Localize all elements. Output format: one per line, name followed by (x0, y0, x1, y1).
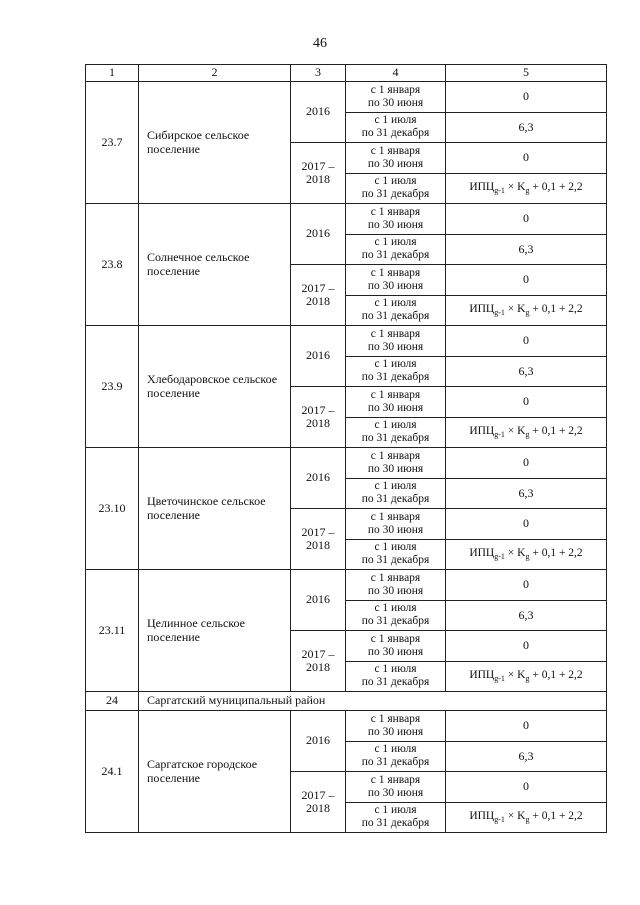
district-name: Саргатский муниципальный район (139, 692, 607, 711)
period-cell: с 1 июля по 31 декабря (346, 539, 446, 570)
period-cell: с 1 июля по 31 декабря (346, 173, 446, 204)
year-cell: 2016 (291, 326, 346, 387)
value-cell (446, 173, 607, 204)
period-cell: с 1 января по 30 июня (346, 711, 446, 742)
value-cell: 6,3 (446, 478, 607, 509)
column-header: 3 (291, 65, 346, 82)
table-row (86, 570, 607, 601)
period-cell: с 1 января по 30 июня (346, 143, 446, 174)
page-number: 46 (313, 36, 327, 51)
value-cell: 0 (446, 570, 607, 601)
period-cell: с 1 января по 30 июня (346, 448, 446, 479)
period-cell: с 1 июля по 31 декабря (346, 661, 446, 692)
table-row (86, 204, 607, 235)
tariff-formula: $ИПЦ_{g-1} \times K_g + 0,1 + 2,2$ (469, 424, 583, 439)
value-cell (446, 661, 607, 692)
table-row (86, 82, 607, 113)
value-cell: 0 (446, 509, 607, 540)
tariff-formula: $ИПЦ_{g-1} \times K_g + 0,1 + 2,2$ (469, 546, 583, 561)
period-cell: с 1 января по 30 июня (346, 204, 446, 235)
value-cell (446, 417, 607, 448)
column-header: 4 (346, 65, 446, 82)
period-cell: с 1 января по 30 июня (346, 570, 446, 601)
year-cell: 2017 – 2018 (291, 143, 346, 204)
settlement-number: 23.11 (86, 570, 139, 692)
column-header: 1 (86, 65, 139, 82)
period-cell: с 1 июля по 31 декабря (346, 356, 446, 387)
column-header: 2 (139, 65, 291, 82)
value-cell: 6,3 (446, 356, 607, 387)
value-cell: 0 (446, 772, 607, 803)
tariff-formula: $ИПЦ_{g-1} \times K_g + 0,1 + 2,2$ (469, 302, 583, 317)
tariff-table (85, 64, 607, 833)
period-cell: с 1 июля по 31 декабря (346, 295, 446, 326)
period-cell: с 1 июля по 31 декабря (346, 234, 446, 265)
value-cell: 0 (446, 204, 607, 235)
period-cell: с 1 июля по 31 декабря (346, 802, 446, 833)
period-cell: с 1 июля по 31 декабря (346, 741, 446, 772)
settlement-name: Целинное сельское поселение (139, 570, 291, 692)
value-cell: 0 (446, 326, 607, 357)
district-number: 24 (86, 692, 139, 711)
year-cell: 2016 (291, 82, 346, 143)
header-row (86, 65, 607, 82)
column-header: 5 (446, 65, 607, 82)
period-cell: с 1 июля по 31 декабря (346, 417, 446, 448)
year-cell: 2016 (291, 448, 346, 509)
year-cell: 2017 – 2018 (291, 509, 346, 570)
period-cell: с 1 января по 30 июня (346, 326, 446, 357)
value-cell (446, 539, 607, 570)
table-row (86, 711, 607, 742)
tariff-formula: $ИПЦ_{g-1} \times K_g + 0,1 + 2,2$ (469, 668, 583, 683)
year-cell: 2017 – 2018 (291, 772, 346, 833)
settlement-name: Солнечное сельское поселение (139, 204, 291, 326)
period-cell: с 1 января по 30 июня (346, 509, 446, 540)
period-cell: с 1 января по 30 июня (346, 387, 446, 418)
period-cell: с 1 января по 30 июня (346, 265, 446, 296)
tariff-formula: $ИПЦ_{g-1} \times K_g + 0,1 + 2,2$ (469, 180, 583, 195)
period-cell: с 1 января по 30 июня (346, 772, 446, 803)
value-cell: 0 (446, 711, 607, 742)
settlement-name: Сибирское сельское поселение (139, 82, 291, 204)
value-cell (446, 802, 607, 833)
settlement-name: Хлебодаровское сельское поселение (139, 326, 291, 448)
table-row (86, 448, 607, 479)
value-cell: 0 (446, 265, 607, 296)
year-cell: 2016 (291, 570, 346, 631)
period-cell: с 1 июля по 31 декабря (346, 478, 446, 509)
value-cell: 0 (446, 82, 607, 113)
period-cell: с 1 июля по 31 декабря (346, 112, 446, 143)
value-cell: 0 (446, 143, 607, 174)
year-cell: 2016 (291, 711, 346, 772)
settlement-number: 23.7 (86, 82, 139, 204)
value-cell: 6,3 (446, 234, 607, 265)
settlement-name: Цветочинское сельское поселение (139, 448, 291, 570)
year-cell: 2016 (291, 204, 346, 265)
value-cell: 0 (446, 387, 607, 418)
value-cell (446, 295, 607, 326)
period-cell: с 1 января по 30 июня (346, 631, 446, 662)
district-row (86, 692, 607, 711)
value-cell: 6,3 (446, 741, 607, 772)
period-cell: с 1 января по 30 июня (346, 82, 446, 113)
table-row (86, 326, 607, 357)
settlement-name: Саргатское городское поселение (139, 711, 291, 833)
value-cell: 6,3 (446, 600, 607, 631)
year-cell: 2017 – 2018 (291, 387, 346, 448)
year-cell: 2017 – 2018 (291, 265, 346, 326)
settlement-number: 23.8 (86, 204, 139, 326)
value-cell: 0 (446, 631, 607, 662)
value-cell: 6,3 (446, 112, 607, 143)
settlement-number: 23.10 (86, 448, 139, 570)
value-cell: 0 (446, 448, 607, 479)
settlement-number: 24.1 (86, 711, 139, 833)
year-cell: 2017 – 2018 (291, 631, 346, 692)
period-cell: с 1 июля по 31 декабря (346, 600, 446, 631)
settlement-number: 23.9 (86, 326, 139, 448)
tariff-formula: $ИПЦ_{g-1} \times K_g + 0,1 + 2,2$ (469, 809, 583, 824)
